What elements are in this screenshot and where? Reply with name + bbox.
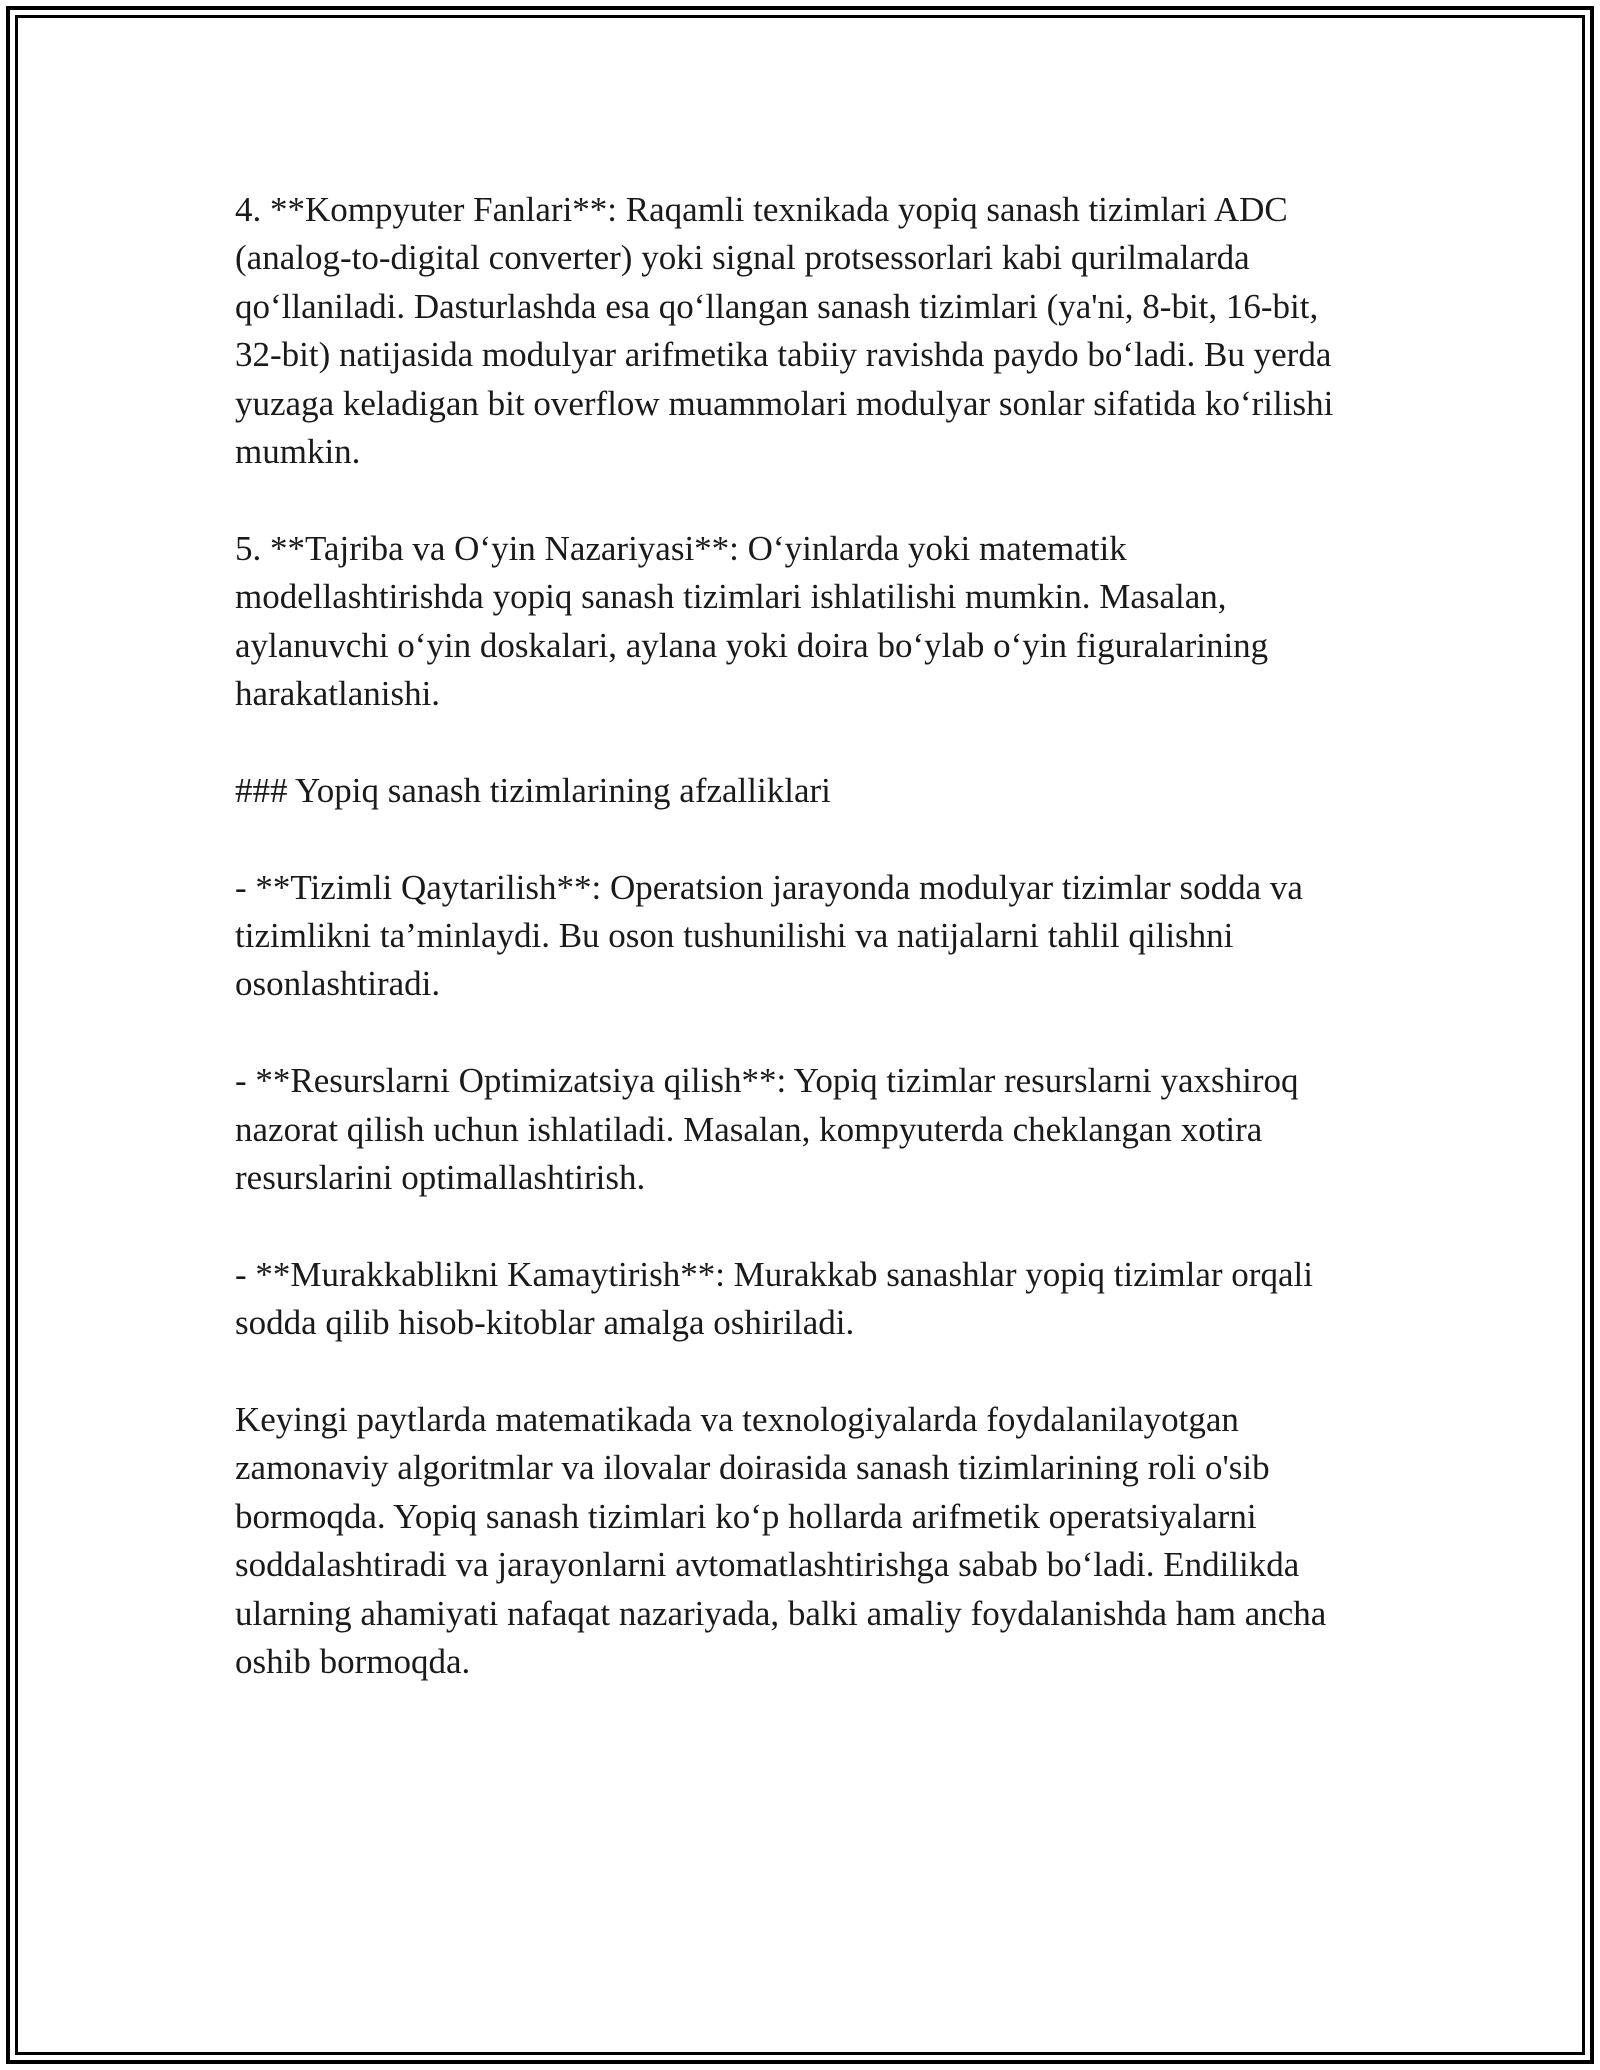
list-item-resource-optimization: - **Resurslarni Optimizatsiya qilish**: Yopiq tizimlar resurslarni yaxshiroq nazorat qilish uchun ishlatiladi. Masalan, kompyuterda cheklangan xotira resurslarini optimallashtirish. (235, 1061, 1299, 1198)
paragraph-conclusion: Keyingi paytlarda matematikada va texnologiyalarda foydalanilayotgan zamonaviy algoritmlar va ilovalar doirasida sanash tizimlarining roli o'sib bormoqda. Yopiq sanash tizimlari ko‘p hollarda arifmetik operatsiyalarni soddalashtiradi va jarayonlarni avtomatlashtirishga sabab bo‘ladi. Endilikda ularning ahamiyati nafaqat nazariyada, balki amaliy foydalanishda ham ancha oshib bormoqda. (235, 1400, 1327, 1682)
paragraph-computer-science: 4. **Kompyuter Fanlari**: Raqamli texnikada yopiq sanash tizimlari ADC (analog-to-digital converter) yoki signal protsessorlari kabi qurilmalarda qo‘llaniladi. Dasturlashda esa qo‘llangan sanash tizimlari (ya'ni, 8-bit, 16-bit, 32-bit) natijasida modulyar arifmetika tabiiy ravishda paydo bo‘ladi. Bu yerda yuzaga keladigan bit overflow muammolari modulyar sonlar sifatida ko‘rilishi mumkin. (235, 190, 1334, 472)
list-item-systematic-repetition: - **Tizimli Qaytarilish**: Operatsion jarayonda modulyar tizimlar sodda va tizimlikni ta’minlaydi. Bu oson tushunilishi va natijalarni tahlil qilishni osonlashtiradi. (235, 867, 1303, 1004)
document-body (235, 186, 1365, 1735)
section-heading-advantages: ### Yopiq sanash tizimlarining afzalliklari (235, 770, 831, 810)
paragraph-game-theory: 5. **Tajriba va O‘yin Nazariyasi**: O‘yinlarda yoki matematik modellashtirishda yopiq sanash tizimlari ishlatilishi mumkin. Masalan, aylanuvchi o‘yin doskalari, aylana yoki doira bo‘ylab o‘yin figuralarining harakatlanishi. (235, 528, 1269, 714)
list-item-complexity-reduction: - **Murakkablikni Kamaytirish**: Murakkab sanashlar yopiq tizimlar orqali sodda qilib hisob-kitoblar amalga oshiriladi. (235, 1254, 1313, 1343)
